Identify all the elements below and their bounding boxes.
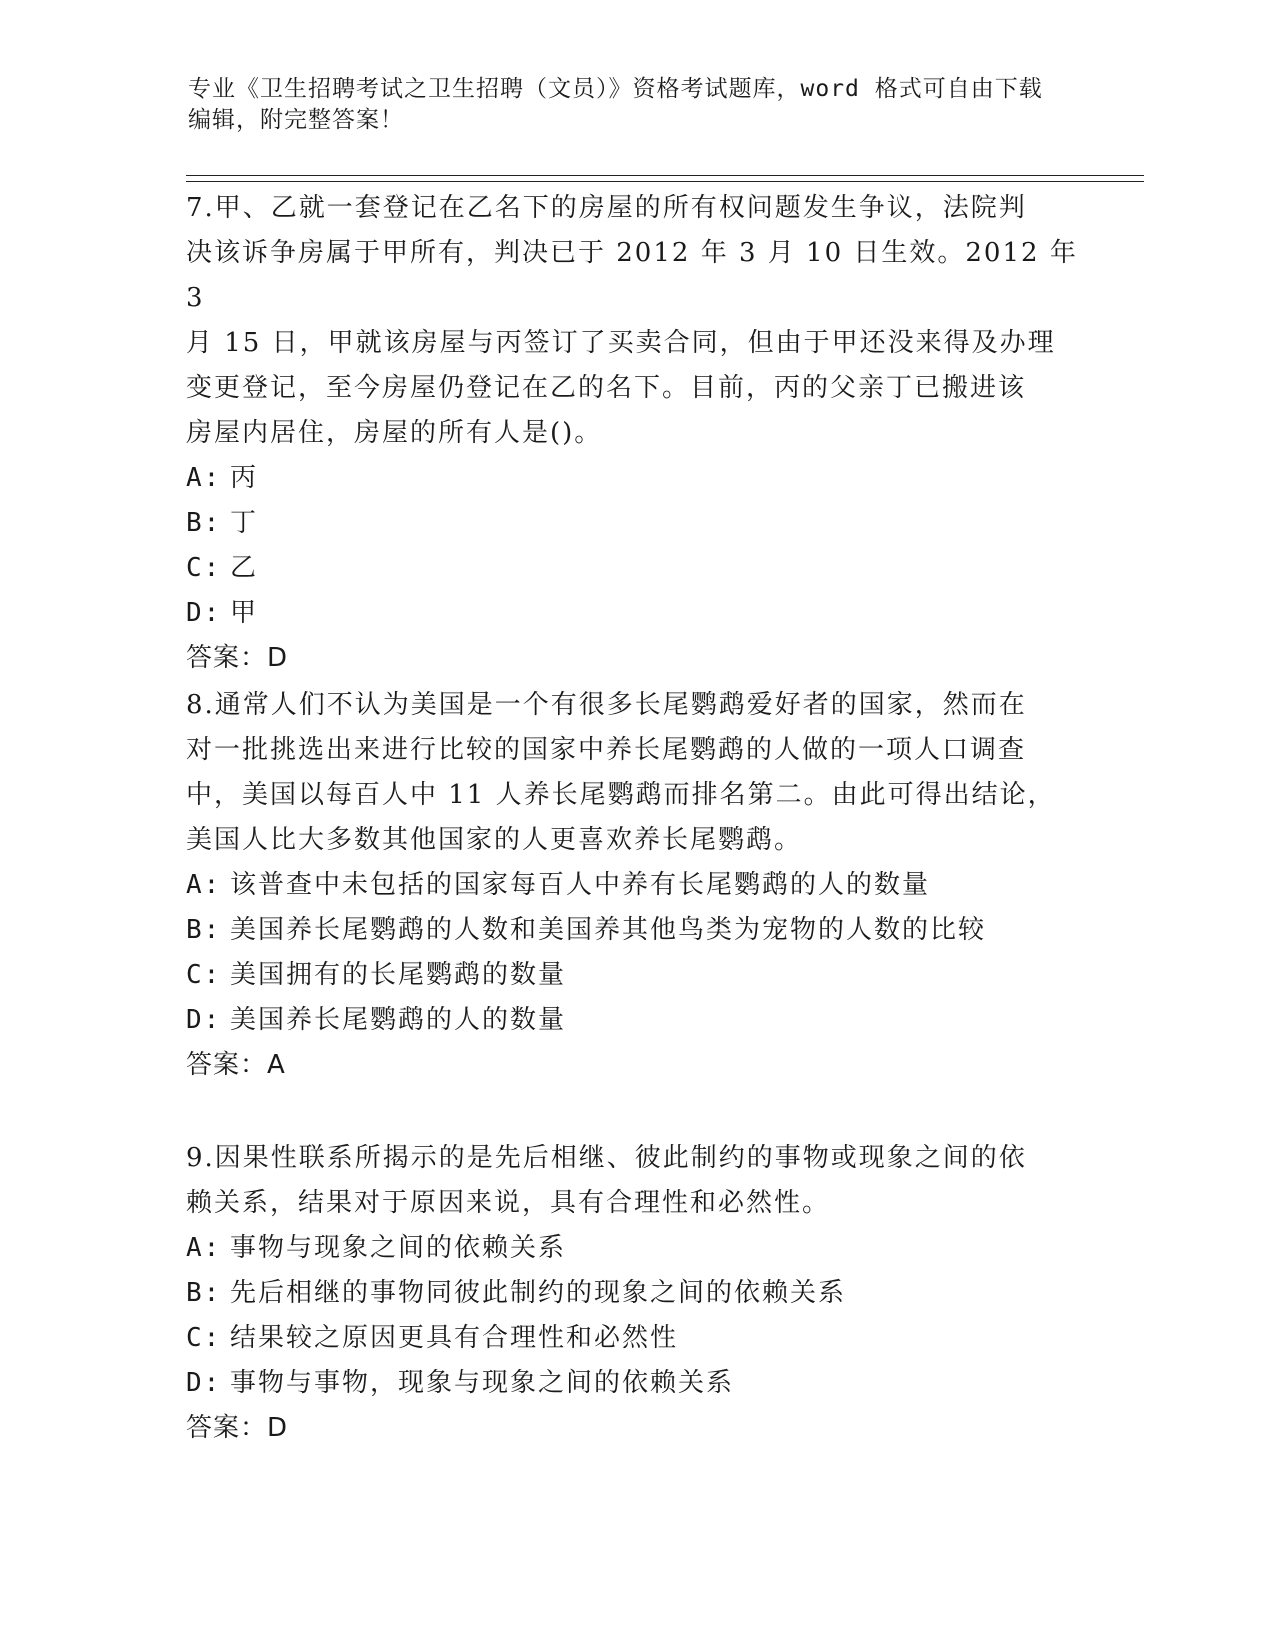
question-9 (186, 1136, 1086, 1451)
header-line-1: 专业《卫生招聘考试之卫生招聘（文员）》资格考试题库，word 格式可自由下载 (188, 76, 1043, 102)
option-letter: A: (186, 870, 222, 900)
option-letter: C: (186, 1323, 222, 1353)
option-letter: D: (186, 1005, 222, 1035)
option-text: 丁 (230, 508, 259, 538)
option-letter: A: (186, 463, 222, 493)
option-text: 事物与事物，现象与现象之间的依赖关系 (230, 1368, 735, 1398)
option-letter: C: (186, 553, 222, 583)
header-divider-top (186, 175, 1144, 176)
option-text: 美国拥有的长尾鹦鹉的数量 (230, 960, 567, 990)
answer-line: 答案：D (186, 1413, 289, 1443)
option-letter: B: (186, 1278, 222, 1308)
option-b (186, 908, 1086, 953)
question-stem (186, 683, 1086, 863)
option-b (186, 501, 1086, 546)
stem-line: 决该诉争房属于甲所有，判决已于 2012 年 3 月 10 日生效。2012 年 3 (186, 238, 1078, 313)
option-text: 事物与现象之间的依赖关系 (230, 1233, 567, 1263)
question-stem (186, 186, 1086, 456)
option-letter: C: (186, 960, 222, 990)
answer-line: 答案：D (186, 643, 289, 673)
option-letter: B: (186, 915, 222, 945)
option-c (186, 1316, 1086, 1361)
stem-line: 美国人比大多数其他国家的人更喜欢养长尾鹦鹉。 (186, 825, 803, 855)
option-text: 先后相继的事物同彼此制约的现象之间的依赖关系 (230, 1278, 847, 1308)
stem-line: 中，美国以每百人中 11 人养长尾鹦鹉而排名第二。由此可得出结论， (186, 780, 1056, 810)
option-text: 结果较之原因更具有合理性和必然性 (230, 1323, 679, 1353)
option-letter: D: (186, 1368, 222, 1398)
stem-line: 7.甲、乙就一套登记在乙名下的房屋的所有权问题发生争议，法院判 (186, 193, 1027, 223)
stem-line: 9.因果性联系所揭示的是先后相继、彼此制约的事物或现象之间的依 (186, 1143, 1027, 1173)
question-8 (186, 683, 1086, 1088)
option-c (186, 953, 1086, 998)
option-text: 该普查中未包括的国家每百人中养有长尾鹦鹉的人的数量 (230, 870, 931, 900)
option-text: 丙 (230, 463, 259, 493)
option-c (186, 546, 1086, 591)
header-line-2: 编辑，附完整答案！ (188, 107, 404, 133)
stem-line: 变更登记，至今房屋仍登记在乙的名下。目前，丙的父亲丁已搬进该 (186, 373, 1027, 403)
option-d (186, 1361, 1086, 1406)
option-letter: D: (186, 598, 222, 628)
option-d (186, 998, 1086, 1043)
stem-line: 8.通常人们不认为美国是一个有很多长尾鹦鹉爱好者的国家，然而在 (186, 690, 1027, 720)
option-a (186, 1226, 1086, 1271)
stem-line: 月 15 日，甲就该房屋与丙签订了买卖合同，但由于甲还没来得及办理 (186, 328, 1056, 358)
option-b (186, 1271, 1086, 1316)
option-a (186, 863, 1086, 908)
stem-line: 房屋内居住，房屋的所有人是()。 (186, 418, 603, 448)
stem-line: 对一批挑选出来进行比较的国家中养长尾鹦鹉的人做的一项人口调查 (186, 735, 1027, 765)
question-stem (186, 1136, 1086, 1226)
answer-line: 答案：A (186, 1050, 286, 1080)
header-divider-bottom (186, 181, 1144, 182)
option-letter: A: (186, 1233, 222, 1263)
option-text: 美国养长尾鹦鹉的人数和美国养其他鸟类为宠物的人数的比较 (230, 915, 987, 945)
option-d (186, 591, 1086, 636)
document-header (188, 74, 1068, 136)
option-text: 美国养长尾鹦鹉的人的数量 (230, 1005, 567, 1035)
question-7 (186, 186, 1086, 681)
option-letter: B: (186, 508, 222, 538)
option-text: 乙 (230, 553, 259, 583)
option-a (186, 456, 1086, 501)
stem-line: 赖关系，结果对于原因来说，具有合理性和必然性。 (186, 1188, 831, 1218)
option-text: 甲 (230, 598, 259, 628)
